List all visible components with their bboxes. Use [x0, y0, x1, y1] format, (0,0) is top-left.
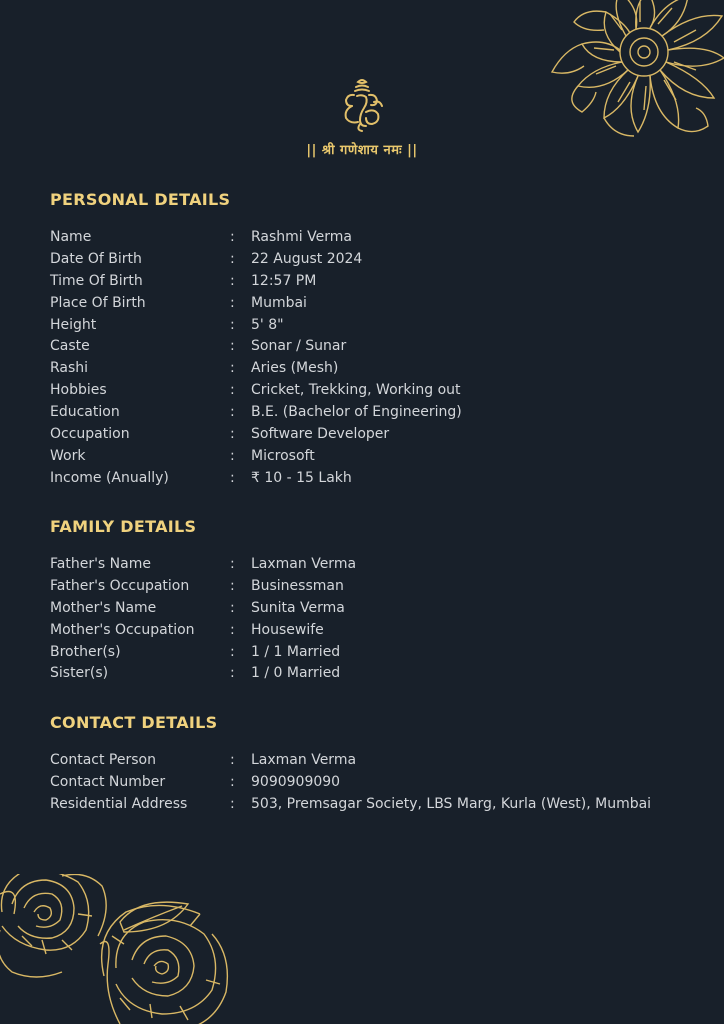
- detail-value: 503, Premsagar Society, LBS Marg, Kurla (West), Mumbai: [251, 795, 652, 812]
- separator: :: [230, 272, 235, 289]
- detail-label: Time Of Birth: [50, 272, 143, 289]
- personal-details-section: [50, 190, 710, 490]
- section-title: CONTACT DETAILS: [50, 713, 218, 732]
- detail-value: Software Developer: [251, 426, 390, 443]
- detail-label: Sister(s): [50, 665, 109, 682]
- detail-value: 1 / 0 Married: [251, 665, 341, 682]
- detail-value: 1 / 1 Married: [251, 643, 341, 660]
- detail-value: Laxman Verma: [251, 556, 357, 572]
- section-title: PERSONAL DETAILS: [50, 190, 231, 209]
- detail-label: Rashi: [50, 360, 89, 377]
- detail-label: Work: [50, 447, 86, 464]
- detail-row-father-occupation: [50, 576, 710, 598]
- separator: :: [230, 426, 235, 443]
- detail-label: Income (Anually): [50, 469, 169, 486]
- detail-row-brothers: [50, 642, 710, 664]
- detail-row-address: [50, 794, 710, 816]
- detail-row-name: [50, 227, 710, 249]
- section-title: FAMILY DETAILS: [50, 517, 197, 536]
- separator: :: [230, 229, 235, 245]
- detail-row-occupation: [50, 424, 710, 446]
- detail-row-income: [50, 468, 710, 490]
- details-list: [50, 554, 710, 685]
- detail-value: Laxman Verma: [251, 752, 357, 768]
- detail-value: Businessman: [251, 577, 344, 594]
- detail-row-sisters: [50, 663, 710, 685]
- detail-label: Contact Number: [50, 773, 166, 790]
- separator: :: [230, 250, 235, 267]
- detail-value: B.E. (Bachelor of Engineering): [251, 404, 462, 421]
- separator: :: [230, 382, 235, 399]
- detail-value: 12:57 PM: [251, 272, 317, 289]
- detail-label: Height: [50, 316, 97, 333]
- separator: :: [230, 338, 235, 355]
- detail-value: Sonar / Sunar: [251, 338, 347, 355]
- detail-label: Brother(s): [50, 643, 121, 660]
- separator: :: [230, 621, 235, 638]
- detail-label: Education: [50, 404, 120, 421]
- detail-label: Father's Name: [50, 556, 151, 572]
- detail-row-caste: [50, 336, 710, 358]
- ganesha-icon: [340, 78, 384, 132]
- detail-row-work: [50, 446, 710, 468]
- detail-value: Aries (Mesh): [251, 360, 339, 377]
- detail-value: Mumbai: [251, 294, 307, 311]
- detail-label: Hobbies: [50, 382, 107, 399]
- separator: :: [230, 360, 235, 377]
- separator: :: [230, 643, 235, 660]
- contact-details-section: [50, 713, 710, 816]
- detail-row-contact-number: [50, 772, 710, 794]
- detail-row-father-name: [50, 554, 710, 576]
- roses-icon: [0, 874, 240, 1024]
- details-list: [50, 750, 710, 816]
- detail-label: Place Of Birth: [50, 294, 146, 311]
- detail-label: Caste: [50, 338, 90, 355]
- separator: :: [230, 316, 235, 333]
- detail-value: 5' 8": [251, 316, 284, 333]
- separator: :: [230, 795, 235, 812]
- detail-value: Microsoft: [251, 447, 315, 464]
- separator: :: [230, 773, 235, 790]
- detail-value: Rashmi Verma: [251, 229, 352, 245]
- detail-row-tob: [50, 271, 710, 293]
- detail-row-height: [50, 315, 710, 337]
- detail-row-pob: [50, 293, 710, 315]
- detail-row-mother-name: [50, 598, 710, 620]
- detail-label: Mother's Occupation: [50, 621, 195, 638]
- details-list: [50, 227, 710, 490]
- separator: :: [230, 469, 235, 486]
- detail-label: Mother's Name: [50, 599, 157, 616]
- detail-row-mother-occupation: [50, 620, 710, 642]
- detail-value: Cricket, Trekking, Working out: [251, 382, 461, 399]
- detail-row-dob: [50, 249, 710, 271]
- separator: :: [230, 665, 235, 682]
- detail-label: Residential Address: [50, 795, 188, 812]
- separator: :: [230, 599, 235, 616]
- family-details-section: [50, 517, 710, 685]
- detail-row-rashi: [50, 358, 710, 380]
- separator: :: [230, 752, 235, 768]
- dahlia-flower-icon: [539, 0, 724, 140]
- detail-label: Occupation: [50, 426, 130, 443]
- ganesh-mantra: || श्री गणेशाय नमः ||: [306, 143, 418, 158]
- separator: :: [230, 404, 235, 421]
- detail-value: Housewife: [251, 621, 324, 638]
- detail-label: Date Of Birth: [50, 250, 142, 267]
- separator: :: [230, 577, 235, 594]
- detail-label: Name: [50, 229, 92, 245]
- detail-value: ₹ 10 - 15 Lakh: [251, 469, 352, 486]
- separator: :: [230, 447, 235, 464]
- detail-value: 22 August 2024: [251, 250, 363, 267]
- detail-label: Father's Occupation: [50, 577, 190, 594]
- detail-row-education: [50, 402, 710, 424]
- detail-label: Contact Person: [50, 752, 156, 768]
- detail-value: Sunita Verma: [251, 599, 345, 616]
- detail-row-contact-person: [50, 750, 710, 772]
- detail-row-hobbies: [50, 380, 710, 402]
- separator: :: [230, 556, 235, 572]
- detail-value: 9090909090: [251, 773, 341, 790]
- separator: :: [230, 294, 235, 311]
